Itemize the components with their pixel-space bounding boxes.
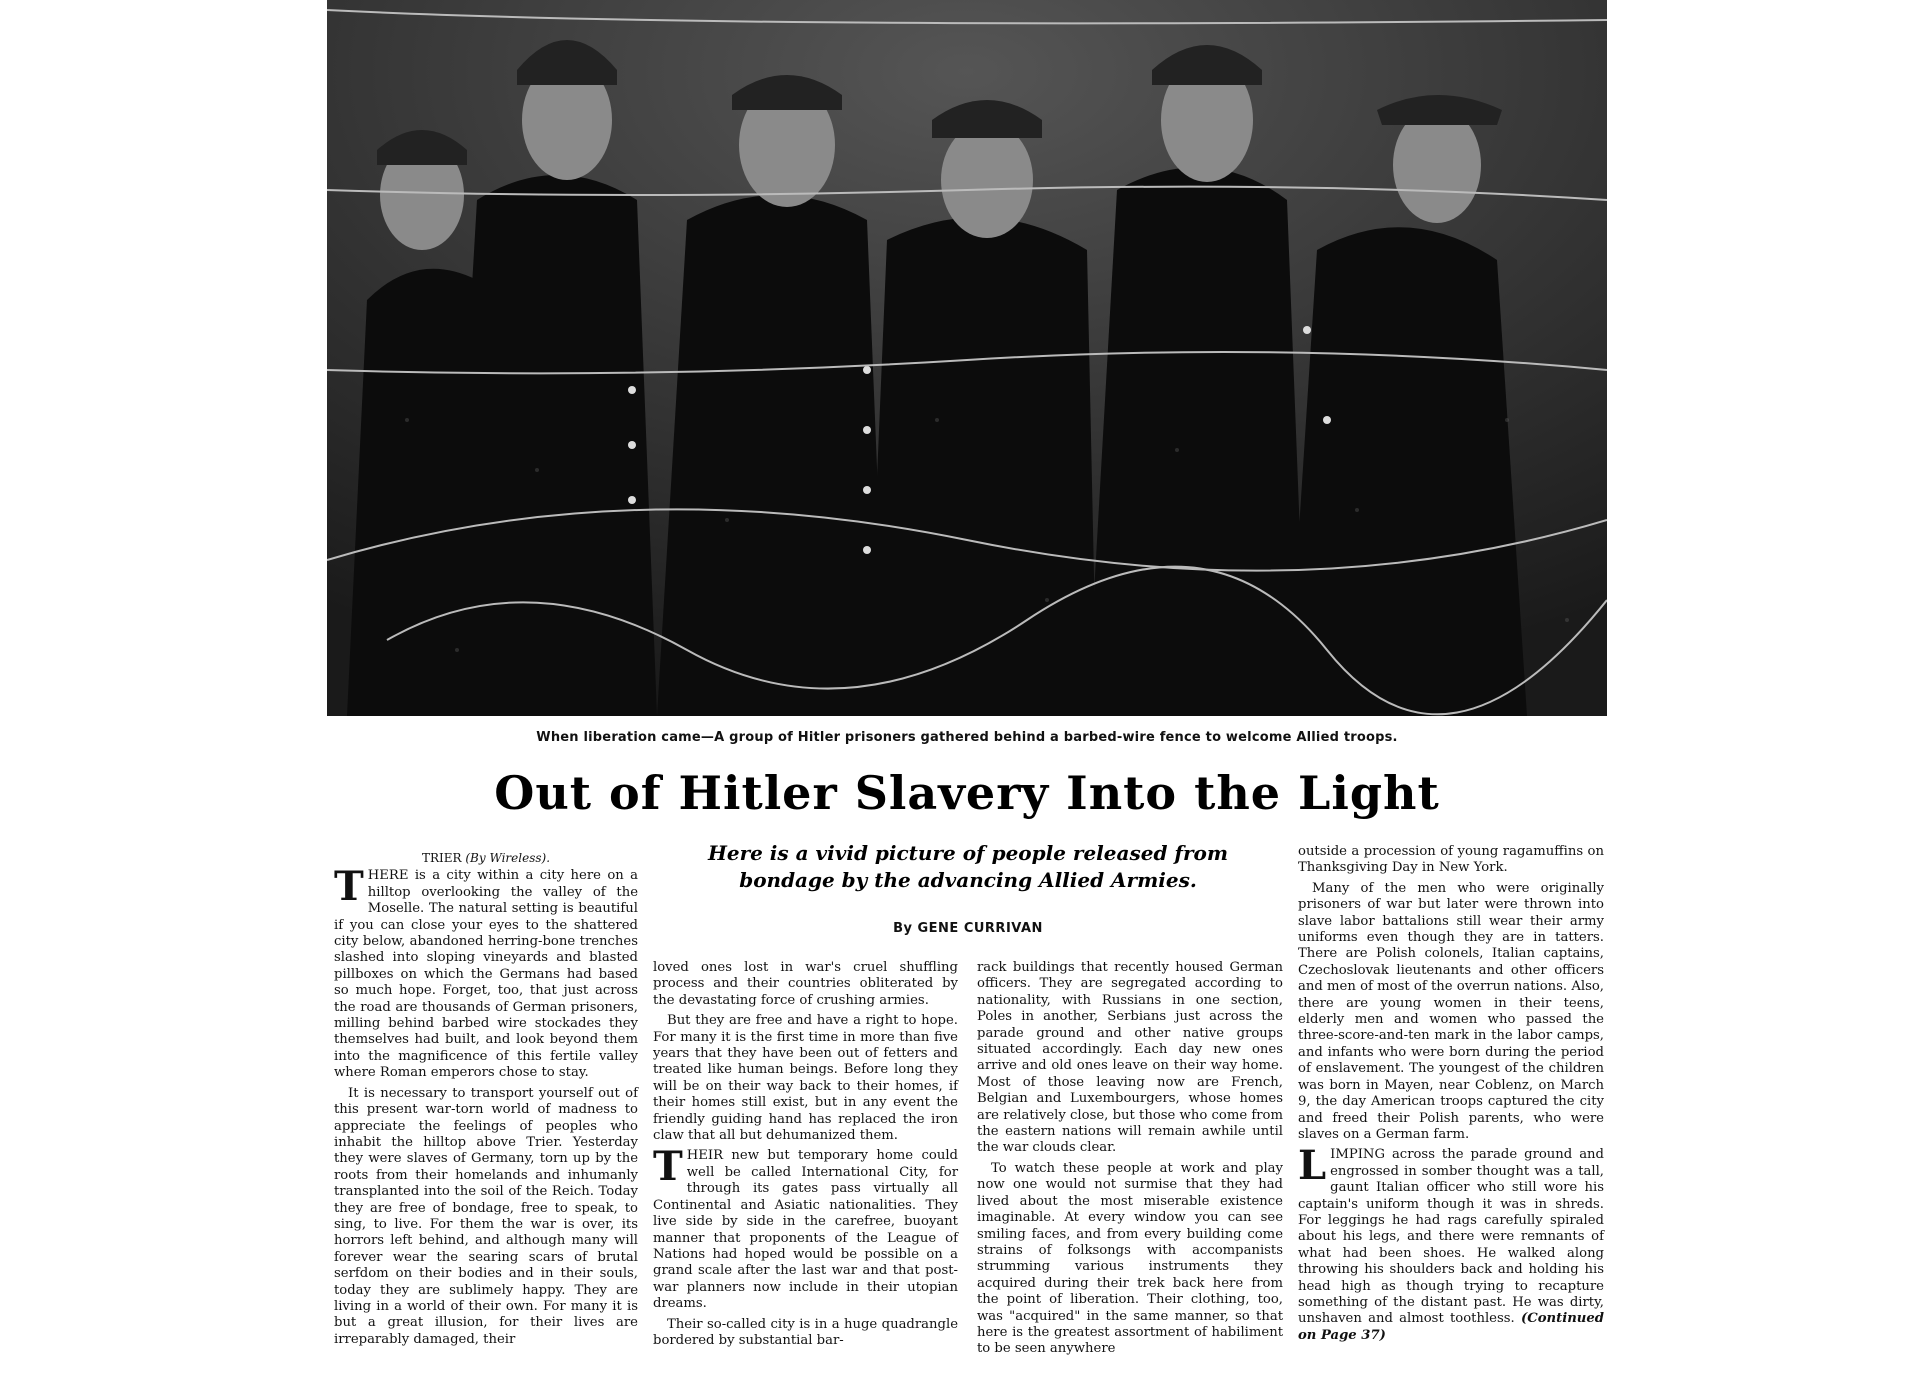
continued-on-page-link[interactable]: (Continued on Page 37) (1298, 1311, 1604, 1343)
lead-paragraph (334, 863, 638, 1081)
drop-cap: T (653, 1143, 683, 1191)
article-column-3 (977, 960, 1283, 1362)
dateline-place: TRIER (421, 851, 462, 865)
paragraph: rack buildings that recently housed German officers. They are segregated according to nationality, with Russians in one section, Poles in another, Serbians just across the parade ground and other native groups situated accordingly. Each day new ones arrive and old ones leave on their way home. Most of those leaving now are French, Belgian and Luxembourgers, whose homes are relatively close, but those who come from the eastern nations will remain awhile until the war clouds clear. (977, 960, 1283, 1156)
paragraph: But they are free and have a right to hope. For many it is the first time in more than five years that they have been out of fetters and treated like human beings. Before long they will be on their way back to their homes, if their homes still exist, but in any event the friendly guiding hand has replaced the iron claw that all but dehumanized them. (653, 1013, 958, 1144)
photo-caption: When liberation came—A group of Hitler prisoners gathered behind a barbed-wire fence to welcome Allied troops. (536, 730, 1398, 745)
drop-cap: L (1298, 1142, 1327, 1190)
paragraph: Their so-called city is in a huge quadrangle bordered by substantial bar- (653, 1316, 958, 1348)
photo-illustration (327, 0, 1607, 716)
article-headline: Out of Hitler Slavery Into the Light (494, 766, 1440, 820)
paragraph: To watch these people at work and play now one would not surmise that they had lived about the most miserable existence imaginable. At every window you can see smiling faces, and from every building come strains of folksongs with accompanists strumming various instruments they acquired during their trek back here from the point of liberation. Their clothing, too, was "acquired" in the same manner, so that here is the greatest assortment of habiliment to be seen anywhere (977, 1160, 1283, 1357)
section-paragraph (1298, 1142, 1604, 1344)
article-column-1 (334, 850, 638, 1352)
section-paragraph-text: HEIR new but temporary home could well be called International City, for through its gates pass virtually all Continental and Asiatic nationalities. They live side by side in the carefree, buoyant manner that proponents of the League of Nations had hoped would be possible on a grand scale after the last war and that post-war planners now include in their utopian dreams. (653, 1148, 958, 1312)
section-paragraph (653, 1143, 958, 1312)
lead-paragraph-text: HERE is a city within a city here on a hilltop overlooking the valley of the Moselle. The natural setting is beautiful if you can close your eyes to the shattered city below, abandoned herring-bone trenches slashed into sloping vineyards and blasted pillboxes on which the Germans had based so much hope. Forget, too, that just across the road are thousands of German prisoners, milling behind barbed wire stockades they themselves had built, and look beyond them into the magnificence of this fertile valley where Roman emperors chose to stay. (334, 868, 638, 1081)
section-paragraph-text: IMPING across the parade ground and engrossed in somber thought was a tall, gaunt Italian officer who still wore his captain's uniform though it was in shreds. For leggings he had rags carefully spiraled about his legs, and there were remnants of what had been shoes. He walked along throwing his shoulders back and holding his head high as though trying to recapture something of the distant past. He was dirty, unshaven and almost toothless. (1298, 1147, 1604, 1327)
paragraph: outside a procession of young ragamuffins on Thanksgiving Day in New York. (1298, 844, 1604, 876)
paragraph: Many of the men who were originally prisoners of war but later were thrown into slave labor battalions still wear their army uniforms even though they are in tatters. There are Polish colonels, Italian captains, Czechoslovak lieutenants and other officers and men of most of the overrun nations. Also, there are young women in their teens, elderly men and women who passed the three-score-and-ten mark in the labor camps, and infants who were born during the period of enslavement. The youngest of the children was born in Mayen, near Coblenz, on March 9, the day American troops captured the city and freed their Polish parents, who were slaves on a German farm. (1298, 880, 1604, 1142)
photo-prisoners-behind-barbed-wire (327, 0, 1607, 716)
paragraph: It is necessary to transport yourself out of this present war-torn world of madness to appreciate the feelings of peoples who inhabit the hilltop above Trier. Yesterday they were slaves of Germany, torn up by the roots from their homelands and inhumanly transplanted into the soil of the Reich. Today they are free of bondage, free to speak, to sing, to live. For them the war is over, its horrors left behind, and although many will forever wear the searing scars of brutal serfdom on their bodies and in their souls, today they are sublimely happy. They are living in a world of their own. For many it is but a great illusion, for their lives are irreparably damaged, their (334, 1085, 638, 1347)
article-byline: By GENE CURRIVAN (893, 921, 1043, 936)
drop-cap: T (334, 863, 364, 911)
article-column-2 (653, 960, 958, 1353)
article-column-4 (1298, 844, 1604, 1348)
dateline (334, 850, 638, 866)
dateline-source: (By Wireless). (465, 851, 551, 865)
article-deck: Here is a vivid picture of people released from bondage by the advancing Allied Armies. (707, 841, 1229, 892)
paragraph: loved ones lost in war's cruel shuffling process and their countries obliterated by the devastating force of crushing armies. (653, 960, 958, 1008)
